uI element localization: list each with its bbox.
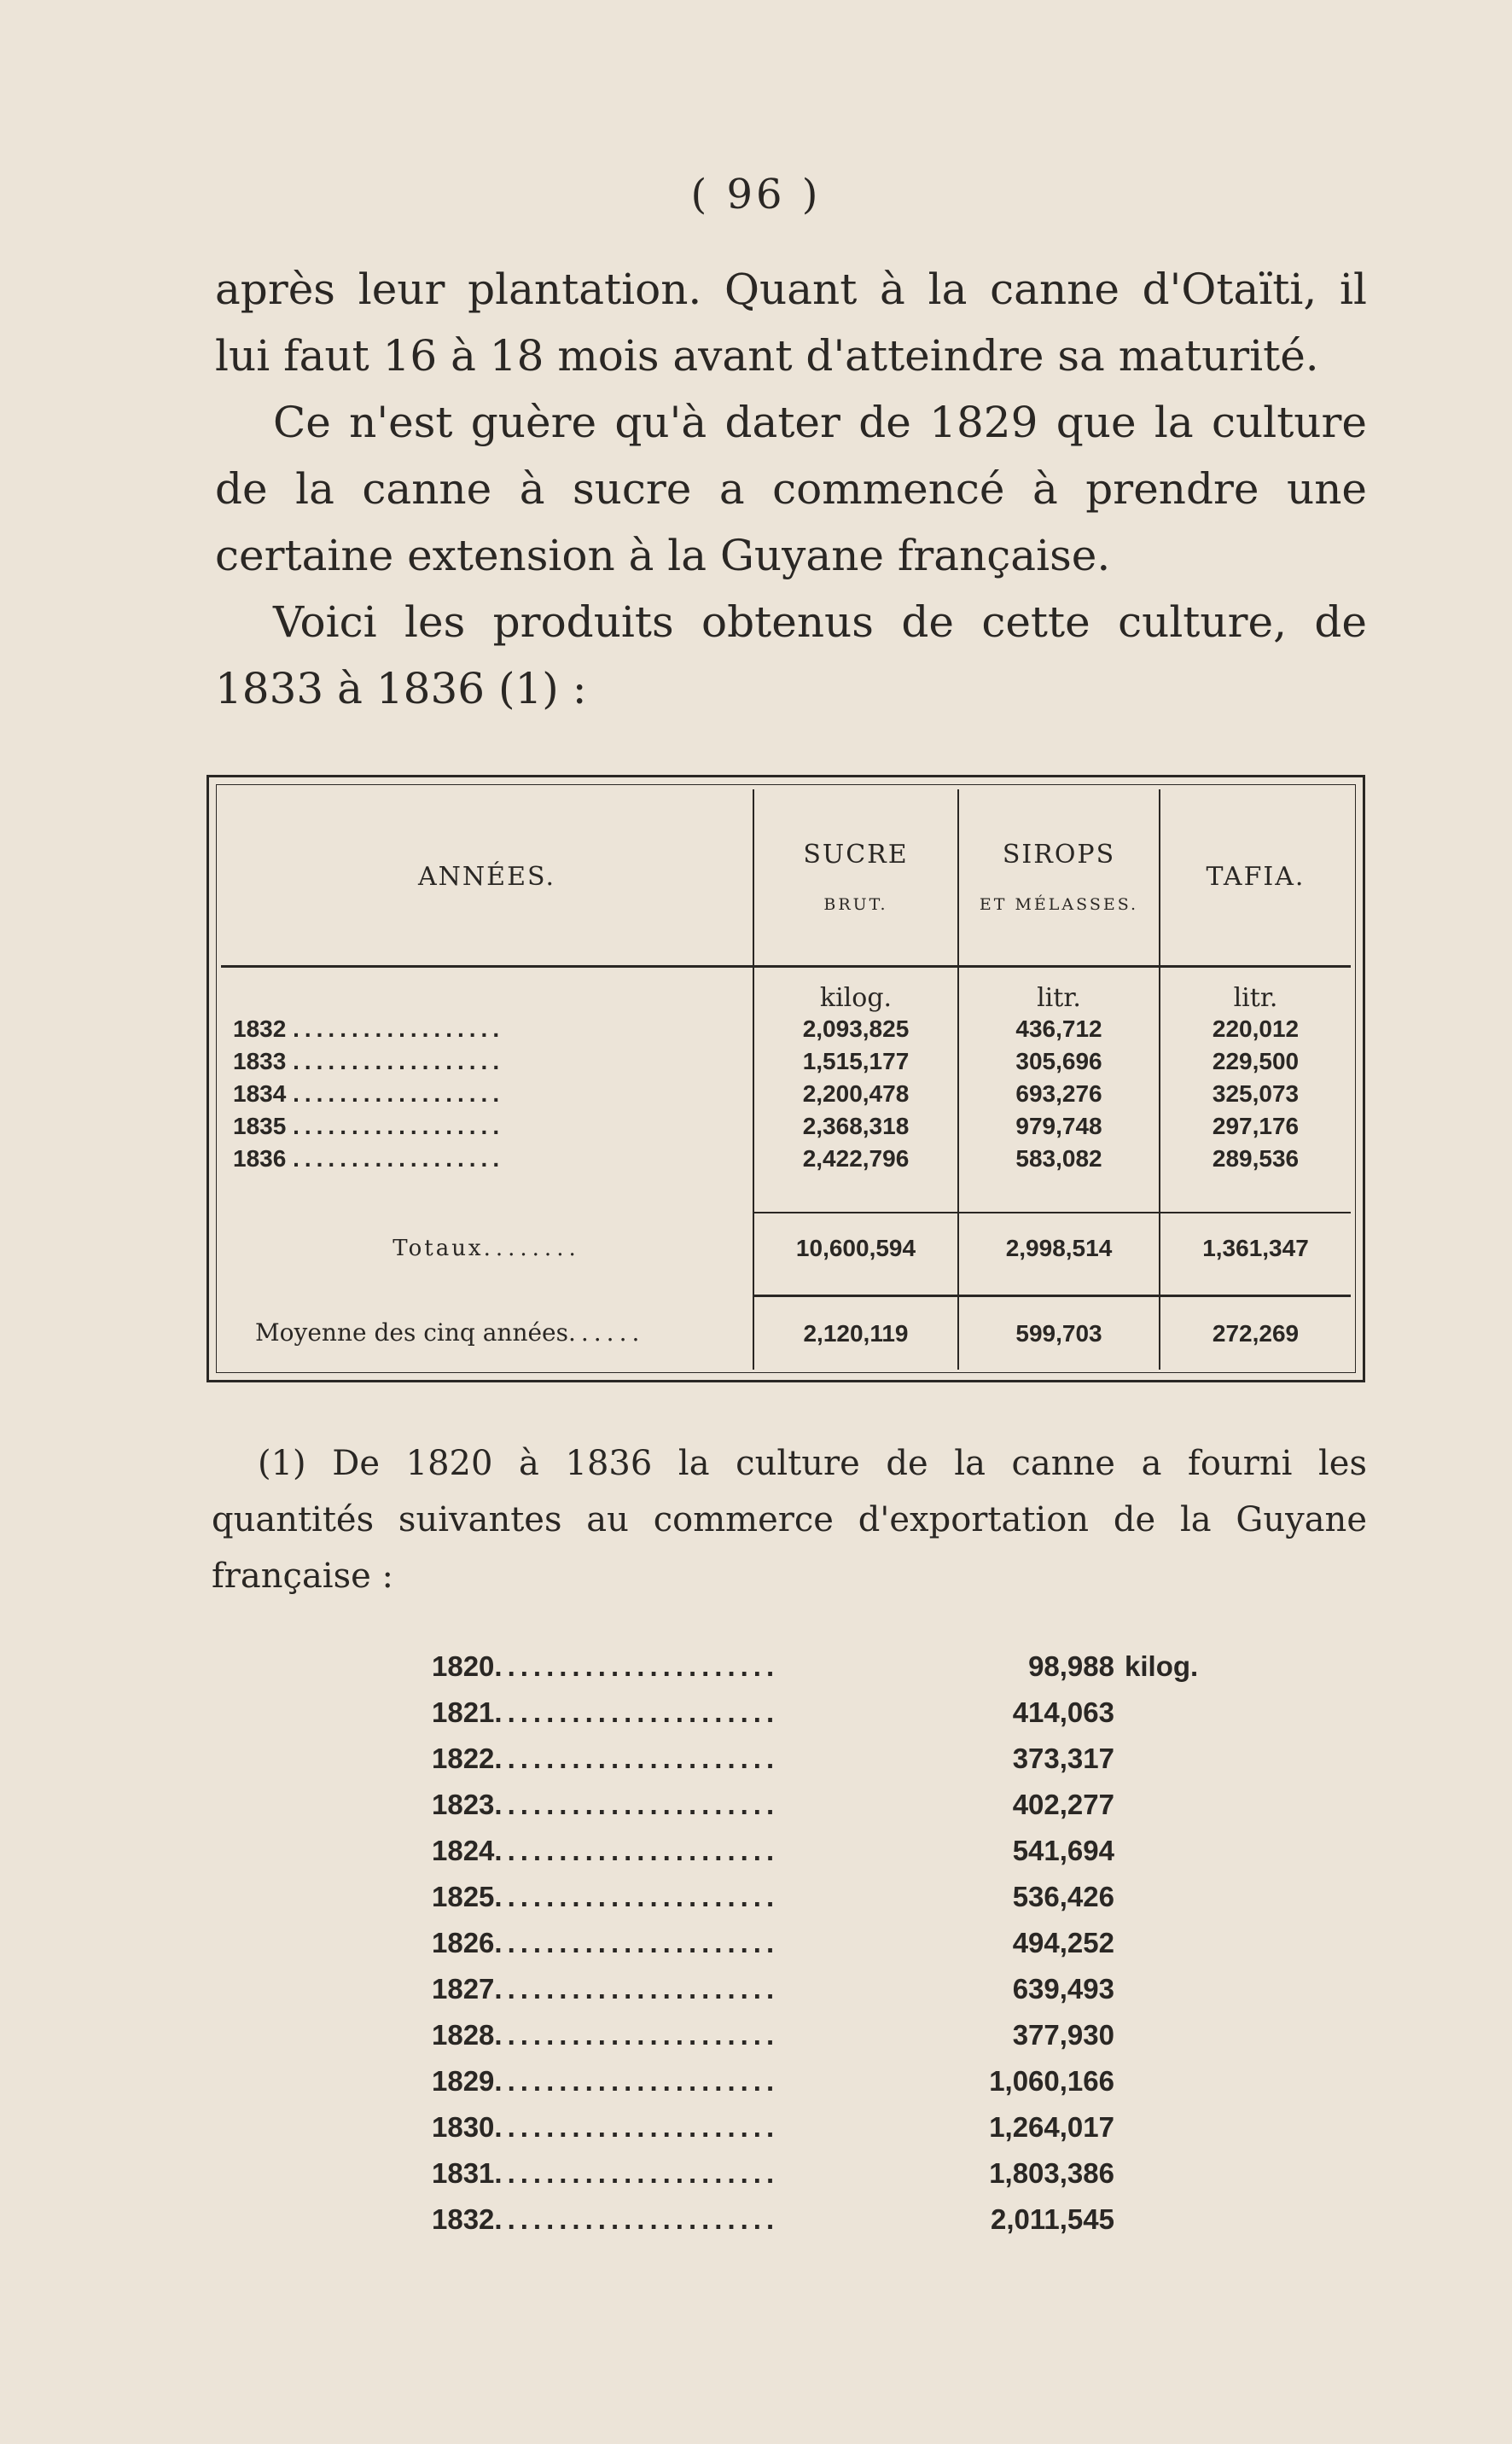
paragraph-line: Voici les produits obtenus de cette culture, de [273,597,1367,647]
table-row: 1832...................... 2,011,545 [432,2197,1218,2243]
value-cell: 373,317 [1012,1743,1114,1774]
col-header-sirops: SIROPS ET MÉLASSES. [958,789,1160,966]
year-cell: 1831 [432,2157,495,2189]
year-cell: 1823 [432,1789,495,1820]
table-row: 1831...................... 1,803,386 [432,2150,1218,2197]
year-cell: 1828 [432,2019,495,2051]
value-cell: 2,011,545 [991,2203,1114,2235]
totals-label: Totaux [393,1235,484,1261]
value-cell: 1,060,166 [989,2065,1114,2097]
sucre-total: 10,600,594 [753,1213,958,1284]
sucre-cell: 2,200,478 [753,1078,958,1110]
sucre-average: 2,120,119 [753,1296,958,1370]
table-row: 1825...................... 536,426 [432,1874,1218,1920]
sirops-cell: 693,276 [958,1078,1160,1110]
year-cell: 1834 [233,1080,287,1108]
export-table [432,1644,1218,2243]
tafia-cell: 325,073 [1160,1078,1351,1110]
value-cell: 536,426 [1012,1881,1114,1912]
tafia-cell: 297,176 [1160,1110,1351,1143]
year-cell: 1827 [432,1973,495,2005]
footnote [212,1435,1367,1604]
table-header-row [221,789,1351,966]
totals-row: Totaux........ 10,600,594 2,998,514 1,361,347 [221,1213,1351,1284]
col-header-tafia: TAFIA. [1160,789,1351,966]
year-cell: 1821 [432,1696,495,1728]
paragraph-line: Ce n'est guère qu'à dater de 1829 que la culture [273,398,1367,447]
sirops-total: 2,998,514 [958,1213,1160,1284]
footnote-line: quantités suivantes au commerce d'exportation de la Guyane [212,1500,1367,1539]
year-cell: 1833 [233,1048,287,1075]
tafia-cell: 289,536 [1160,1143,1351,1175]
table-row: 1822...................... 373,317 [432,1736,1218,1782]
production-table-frame [206,775,1365,1382]
sirops-cell: 436,712 [958,1013,1160,1045]
year-cell: 1832 [233,1015,287,1042]
paragraph-line: lui faut 16 à 18 mois avant d'atteindre sa maturité. [215,331,1319,381]
paragraph-line: de la canne à sucre a commencé à prendre une [215,464,1367,514]
year-cell: 1835 [233,1113,287,1140]
table-row: 1823...................... 402,277 [432,1782,1218,1828]
unit-label: litr. [958,966,1160,1013]
table-row: 1820...................... 98,988 kilog. [432,1644,1218,1690]
table-row: 1833 .................. 1,515,177 305,696 229,500 [221,1045,1351,1078]
table-row: 1828...................... 377,930 [432,2012,1218,2058]
table-row: 1836 .................. 2,422,796 583,082 289,536 [221,1143,1351,1175]
paragraph-line: certaine extension à la Guyane française. [215,531,1111,580]
units-row [221,966,1351,1013]
value-cell: 639,493 [1012,1973,1114,2005]
sucre-cell: 2,368,318 [753,1110,958,1143]
table-row: 1829...................... 1,060,166 [432,2058,1218,2104]
sucre-cell: 1,515,177 [753,1045,958,1078]
year-cell: 1826 [432,1927,495,1958]
value-cell: 402,277 [1012,1789,1114,1820]
production-table [221,789,1351,1370]
sirops-cell: 583,082 [958,1143,1160,1175]
average-row: Moyenne des cinq années...... 2,120,119 599,703 272,269 [221,1296,1351,1370]
year-cell: 1825 [432,1881,495,1912]
sirops-cell: 979,748 [958,1110,1160,1143]
year-cell: 1832 [432,2203,495,2235]
footnote-line: (1) De 1820 à 1836 la culture de la canne a fourni les [258,1444,1367,1483]
body-text [215,256,1367,722]
sucre-cell: 2,422,796 [753,1143,958,1175]
value-cell: 1,264,017 [989,2111,1114,2143]
year-cell: 1822 [432,1743,495,1774]
tafia-cell: 229,500 [1160,1045,1351,1078]
value-cell: 377,930 [1012,2019,1114,2051]
tafia-average: 272,269 [1160,1296,1351,1370]
table-row: 1835 .................. 2,368,318 979,748 297,176 [221,1110,1351,1143]
value-cell: 494,252 [1012,1927,1114,1958]
tafia-cell: 220,012 [1160,1013,1351,1045]
year-cell: 1824 [432,1835,495,1866]
unit-label: litr. [1160,966,1351,1013]
year-cell: 1820 [432,1650,495,1682]
value-cell: 98,988 [1028,1650,1114,1682]
table-row: 1827...................... 639,493 [432,1966,1218,2012]
unit-cell: kilog. [1125,1650,1199,1682]
page-number: ( 96 ) [690,171,822,218]
year-cell: 1830 [432,2111,495,2143]
table-row: 1826...................... 494,252 [432,1920,1218,1966]
year-cell: 1836 [233,1145,287,1173]
table-row: 1834 .................. 2,200,478 693,276 325,073 [221,1078,1351,1110]
paragraph-line: 1833 à 1836 (1) : [215,664,587,713]
col-header-years: ANNÉES. [221,789,753,966]
col-header-sucre: SUCRE BRUT. [753,789,958,966]
sucre-cell: 2,093,825 [753,1013,958,1045]
unit-label: kilog. [753,966,958,1013]
value-cell: 414,063 [1012,1696,1114,1728]
tafia-total: 1,361,347 [1160,1213,1351,1284]
sirops-cell: 305,696 [958,1045,1160,1078]
table-row: 1824...................... 541,694 [432,1828,1218,1874]
average-label: Moyenne des cinq années [255,1318,568,1347]
year-cell: 1829 [432,2065,495,2097]
footnote-line: française : [212,1557,393,1596]
value-cell: 541,694 [1012,1835,1114,1866]
table-row: 1830...................... 1,264,017 [432,2104,1218,2150]
sirops-average: 599,703 [958,1296,1160,1370]
value-cell: 1,803,386 [989,2157,1114,2189]
table-row: 1832 .................. 2,093,825 436,712 220,012 [221,1013,1351,1045]
paragraph-line: après leur plantation. Quant à la canne d'Otaïti, il [215,265,1367,314]
table-row: 1821...................... 414,063 [432,1690,1218,1736]
